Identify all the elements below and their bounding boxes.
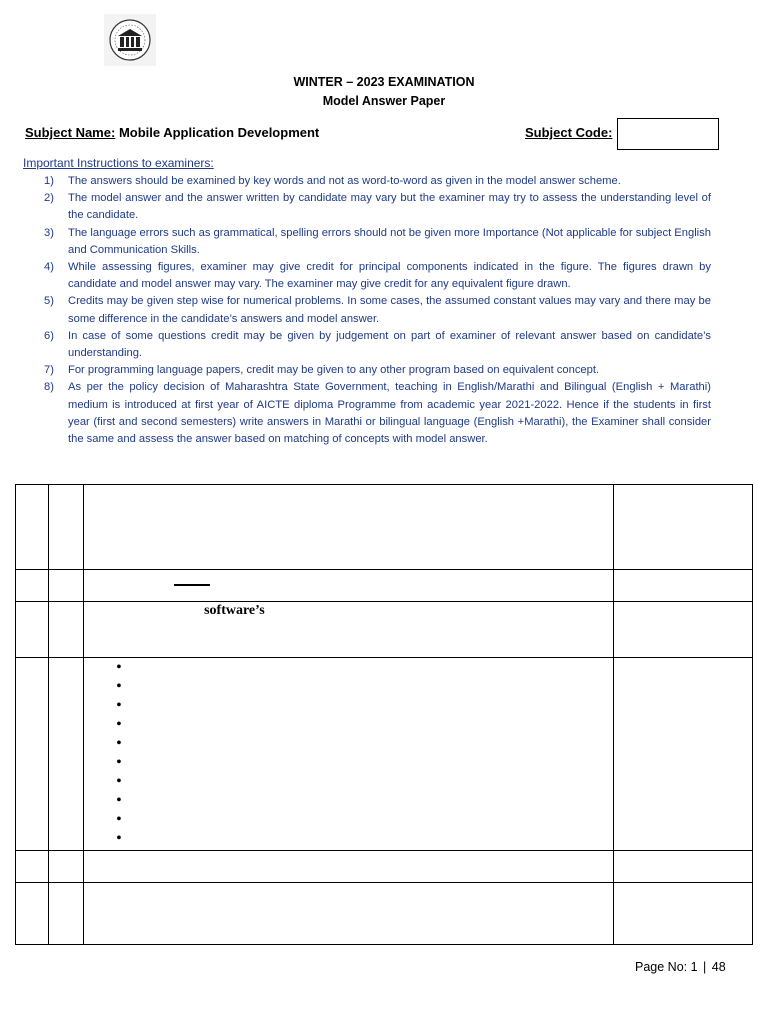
instruction-number: 4) [44, 261, 54, 274]
instruction-text: Credits may be given step wise for numerical problems. In some cases, the assumed constant values may vary and there may be some difference in the candidate’s answers and model answer. [68, 295, 711, 325]
subject-code-label: Subject Code: [525, 125, 613, 140]
list-item: • [116, 811, 122, 828]
answer-cell [84, 570, 614, 602]
answer-text: software’s [204, 603, 265, 618]
question-number-cell [16, 602, 49, 658]
instruction-item [40, 362, 711, 379]
instruction-number: 2) [44, 192, 54, 205]
page-number [635, 960, 726, 974]
instruction-number: 6) [44, 329, 54, 342]
instruction-text: The answers should be examined by key words and not as word-to-word as given in the model answer scheme. [68, 175, 621, 187]
instruction-number: 8) [44, 381, 54, 394]
underline-mark [174, 584, 210, 586]
instruction-number: 5) [44, 295, 54, 308]
table-row [16, 570, 753, 602]
exam-title: WINTER – 2023 EXAMINATION [293, 75, 475, 89]
total-pages: 48 [711, 960, 726, 974]
list-item: • [116, 830, 122, 847]
subject-name-value: Mobile Application Development [118, 125, 320, 140]
answer-cell [84, 883, 614, 945]
list-item: • [116, 754, 122, 771]
instruction-item [40, 293, 711, 327]
list-item: • [116, 735, 122, 752]
subject-name-label: Subject Name: [25, 125, 116, 140]
instruction-item [40, 328, 711, 362]
table-row [16, 485, 753, 570]
marks-cell [613, 883, 752, 945]
answer-cell [84, 602, 614, 658]
answer-cell [84, 851, 614, 883]
question-number-cell [16, 851, 49, 883]
instruction-text: For programming language papers, credit may be given to any other program based on equivalent concept. [68, 364, 600, 377]
table-row [16, 851, 753, 883]
sub-question-cell [49, 851, 84, 883]
instruction-text: In case of some questions credit may be given by judgement on part of examiner of relevant answer based on candidate’s understanding. [68, 329, 711, 360]
institution-logo [104, 14, 156, 66]
instruction-text: The model answer and the answer written by candidate may vary but the examiner may try to assess the understanding level of the candidate. [68, 192, 711, 222]
list-item: • [116, 697, 122, 714]
question-number-cell [16, 485, 49, 570]
sub-question-cell [49, 658, 84, 851]
answer-cell [84, 658, 614, 851]
instruction-text: As per the policy decision of Maharashtra State Government, teaching in English/Marathi and Bilingual (English + Marathi) medium is introduced at first year of AICTE diploma Programme from academic year 2021-2022. Hence if the students in first year (first and second semesters) write answers in Marathi or bilingual language (English +Marathi), the Examiner shall consider the same and assess the answer based on matching of concepts with model answer. [68, 381, 711, 446]
page-label: Page No: 1 [635, 960, 698, 974]
instructions-list [40, 173, 711, 448]
marks-cell [613, 602, 752, 658]
subject-name-row [25, 125, 319, 140]
subject-code-box [617, 118, 719, 150]
instruction-item [40, 190, 711, 224]
bullet-list [84, 660, 613, 850]
sub-question-cell [49, 485, 84, 570]
list-item: • [116, 716, 122, 733]
question-number-cell [16, 658, 49, 851]
list-item: • [116, 659, 122, 676]
instruction-item [40, 259, 711, 293]
instruction-text: The language errors such as grammatical, spelling errors should not be given more Importance (Not applicable for subject English and Communication Skills. [68, 226, 711, 256]
exam-subtitle: Model Answer Paper [322, 94, 446, 108]
list-item: • [116, 773, 122, 790]
table-row [16, 658, 753, 851]
question-number-cell [16, 883, 49, 945]
sub-question-cell [49, 883, 84, 945]
page-separator: | [703, 960, 707, 974]
instruction-item [40, 379, 711, 448]
instruction-text: While assessing figures, examiner may give credit for principal components indicated in the figure. The figures drawn by candidate and model answer may vary. The examiner may give credit for any equivalent figure drawn. [68, 261, 711, 291]
answer-cell [84, 485, 614, 570]
instructions-heading: Important Instructions to examiners: [23, 156, 214, 170]
instruction-item [40, 173, 711, 190]
list-item: • [116, 678, 122, 695]
marks-cell [613, 658, 752, 851]
question-number-cell [16, 570, 49, 602]
instruction-number: 7) [44, 364, 54, 377]
marks-cell [613, 570, 752, 602]
marks-cell [613, 851, 752, 883]
instruction-number: 1) [44, 175, 54, 187]
board-seal-icon [104, 14, 156, 66]
sub-question-cell [49, 570, 84, 602]
table-row [16, 883, 753, 945]
sub-question-cell [49, 602, 84, 658]
marks-cell [613, 485, 752, 570]
table-row [16, 602, 753, 658]
answer-table [15, 484, 753, 945]
instruction-number: 3) [44, 226, 54, 239]
list-item: • [116, 792, 122, 809]
instruction-item [40, 225, 711, 259]
